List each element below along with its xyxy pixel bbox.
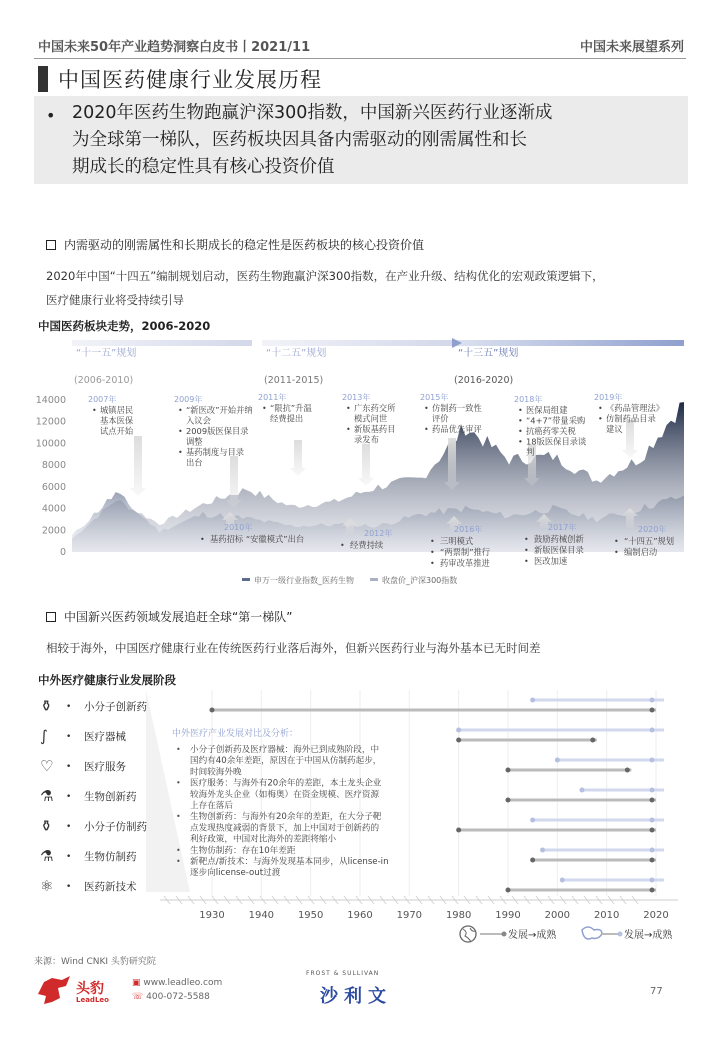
industry-icon: ⚛ — [40, 877, 54, 895]
note-line: 鼓励药械创新 — [534, 534, 584, 544]
note-line: 录发布 — [354, 434, 379, 445]
y-tick-label: 2000 — [41, 525, 66, 537]
down-arrow-icon — [226, 456, 242, 508]
note-line: 《药品管理法》 — [606, 403, 665, 413]
brand-name: 头豹 — [76, 981, 104, 997]
note-year: 2015年 — [420, 393, 449, 402]
partner-en: FROST & SULLIVAN — [306, 970, 380, 977]
note-line: 建议 — [606, 424, 623, 434]
note-bullet: • — [92, 406, 97, 415]
section-heading — [38, 64, 322, 94]
brand-phone — [132, 992, 210, 1002]
analysis-bullet: • — [176, 745, 181, 754]
note-bullet: • — [518, 406, 523, 415]
bar-dot — [560, 878, 565, 883]
note-line: “两票制”推行 — [440, 547, 491, 557]
heading-bar — [38, 66, 48, 92]
down-arrow-icon — [290, 440, 306, 476]
chart2-title: 中外医疗健康行业发展阶段 — [38, 673, 176, 687]
bar-dot — [540, 848, 545, 853]
partner-logo: 沙利文 — [320, 986, 392, 1007]
analysis-box — [172, 727, 389, 878]
analysis-bullet: • — [176, 857, 181, 866]
period-name-12th: “十二五”规划 — [266, 348, 327, 359]
note-bullet: • — [518, 427, 523, 436]
bar-dot — [650, 818, 655, 823]
q1-paragraph — [46, 264, 696, 312]
note-bullet: • — [524, 546, 529, 555]
bar-dot — [650, 878, 655, 883]
bar-dot — [650, 788, 655, 793]
x-tick-label: 1940 — [248, 910, 275, 921]
background-triangle — [146, 690, 190, 892]
page-number: 77 — [650, 986, 663, 997]
x-tick-label: 2020 — [643, 910, 669, 921]
period-name-13th: “十三五”规划 — [458, 348, 519, 359]
bar-dot — [625, 768, 630, 773]
x-tick-label: 1960 — [347, 910, 373, 921]
down-arrow-icon — [130, 436, 146, 496]
y-tick-label: 12000 — [35, 416, 66, 428]
row-label: 生物仿制药 — [84, 851, 137, 863]
note-line: 调整 — [186, 436, 203, 447]
q2-heading — [46, 608, 292, 625]
x-tick-label: 2010 — [593, 910, 620, 921]
note-bullet: • — [524, 535, 529, 544]
bar-dot — [210, 708, 215, 713]
url-text: www.leadleo.com — [143, 978, 223, 988]
leopard-logo-icon — [36, 974, 72, 1006]
analysis-list — [176, 743, 389, 878]
analysis-bullet: • — [176, 778, 181, 788]
note-line: 仿制药品目录 — [606, 413, 656, 424]
down-arrow-icon — [358, 444, 374, 486]
report-title: 中国未来50年产业趋势洞察白皮书丨2021/11 — [38, 40, 311, 55]
row-bullet: • — [66, 702, 72, 712]
bar-dot — [650, 708, 655, 713]
bar-dot — [650, 728, 655, 733]
bar-dot — [456, 738, 461, 743]
analysis-line: 上存在落后 — [190, 801, 233, 811]
y-tick-label: 4000 — [41, 503, 66, 515]
x-axis — [160, 896, 678, 921]
y-axis — [36, 395, 66, 558]
row-bullet: • — [66, 882, 72, 892]
note-bullet: • — [598, 414, 603, 424]
note-year: 2010年 — [224, 523, 253, 532]
note-line: 出台 — [186, 457, 203, 468]
chart1-title: 中国医药板块走势，2006-2020 — [38, 319, 211, 333]
q1-heading — [46, 236, 424, 253]
note-bullet: • — [262, 404, 267, 413]
row-label: 医疗器械 — [84, 731, 126, 743]
note-line: 18版医保目录谈 — [526, 436, 587, 447]
checkbox-icon — [46, 612, 56, 622]
bar-dot — [650, 848, 655, 853]
row-label: 医疗服务 — [84, 761, 126, 773]
bar-dot — [555, 758, 560, 763]
row-bullet: • — [66, 852, 72, 862]
highlight-line-2: 为全球第一梯队，医药板块因具备内需驱动的刚需属性和长 — [72, 130, 527, 150]
brand-url[interactable] — [132, 978, 222, 988]
analysis-line: 小分子创新药及医疗器械：海外已到成熟阶段，中 — [190, 745, 380, 755]
china-map-icon — [582, 927, 602, 939]
series-title: 中国未来展望系列 — [579, 40, 684, 55]
bar-dot — [506, 768, 511, 773]
x-tick-label: 1990 — [495, 910, 521, 921]
row-bullet: • — [66, 792, 72, 802]
note-line: 医改加速 — [534, 556, 568, 566]
legend-hs300: 收盘价_沪深300指数 — [382, 576, 458, 585]
legend-pharma: 申万一级行业指数_医药生物 — [254, 576, 354, 585]
row-label: 医药新技术 — [84, 881, 137, 893]
period-name-11th: “十一五”规划 — [76, 348, 137, 359]
note-line: 基本医保 — [100, 415, 134, 426]
analysis-line: 医疗服务：与海外有20余年的差距，本土龙头企业 — [190, 778, 382, 789]
bar-dot — [530, 698, 535, 703]
note-bullet: • — [430, 548, 435, 557]
bar-dot — [506, 798, 511, 803]
industry-icon: ⚱ — [40, 697, 53, 715]
legend-label-a: 发展→成熟 — [508, 930, 557, 941]
bar-dot — [650, 758, 655, 763]
bar-dot — [650, 858, 655, 863]
phone-text: 400-072-5588 — [146, 992, 210, 1002]
note-year: 2009年 — [174, 395, 203, 404]
y-tick-label: 10000 — [35, 438, 66, 450]
bar-dot — [590, 738, 595, 743]
bar-dot — [650, 888, 655, 893]
row-label: 生物创新药 — [84, 791, 137, 803]
note-line: 入议会 — [186, 415, 211, 426]
note-bullet: • — [424, 404, 429, 413]
industry-icon: ⚱ — [40, 817, 53, 835]
note-line: 药审改革推进 — [440, 558, 490, 568]
q2-paragraph: 相较于海外，中国医疗健康行业在传统医药行业落后海外，但新兴医药行业与海外基本已无时间差 — [46, 641, 541, 655]
note-line: 城镇居民 — [100, 405, 134, 415]
note-line: 试点开始 — [100, 426, 134, 436]
note-bullet: • — [614, 548, 619, 557]
x-tick-label: 2000 — [544, 910, 571, 921]
bar-dot — [530, 858, 535, 863]
dev-stage-chart — [30, 686, 696, 950]
row-label: 小分子创新药 — [84, 701, 147, 713]
y-tick-label: 6000 — [41, 481, 66, 493]
legend-swatch-pharma — [242, 578, 250, 581]
globe-icon — [460, 926, 476, 942]
note-year: 2016年 — [454, 525, 483, 534]
note-bullet: • — [346, 404, 351, 413]
note-year: 2017年 — [548, 523, 577, 532]
analysis-box-title: 中外医疗产业发展对比及分析： — [172, 729, 299, 739]
note-line: 药品优先审评 — [432, 424, 482, 434]
legend-dot-b — [618, 932, 623, 937]
bar-dot — [530, 818, 535, 823]
q1-title: 内需驱动的刚需属性和长期成长的稳定性是医药板块的核心投资价值 — [64, 238, 425, 252]
note-line: 抗癌药零关税 — [526, 426, 576, 436]
bar-dot — [456, 728, 461, 733]
note-year: 2018年 — [514, 395, 543, 404]
note-year: 2019年 — [594, 393, 623, 402]
analysis-line: 点发现热度减弱的背景下，加上中国对于创新药的 — [190, 823, 380, 834]
note-line: 经费提出 — [270, 413, 304, 424]
legend-swatch-hs300 — [370, 578, 378, 581]
note-line: 模式问世 — [354, 413, 388, 424]
row-bullet: • — [66, 762, 72, 772]
note-line: “新医改”开始并纳 — [186, 405, 253, 415]
analysis-line: 时间较海外晚 — [190, 767, 242, 778]
legend-dot-a — [502, 932, 507, 937]
row-bullet: • — [66, 732, 72, 742]
bar-dot — [506, 888, 511, 893]
period-arrow-icon — [452, 338, 462, 348]
period-range-11th: (2006-2010) — [74, 375, 134, 386]
note-year: 2007年 — [88, 395, 117, 404]
q1-para-line-2: 医疗健康行业将受持续引导 — [46, 293, 184, 307]
analysis-line: 生物仿制药：存在10年差距 — [190, 845, 296, 856]
period-range-12th: (2011-2015) — [264, 375, 324, 386]
highlight-box — [34, 96, 688, 184]
note-bullet: • — [346, 425, 351, 434]
q2-title: 中国新兴医药领域发展追赶全球“第一梯队” — [64, 610, 293, 624]
y-tick-label: 8000 — [41, 460, 66, 472]
chart2-legend — [460, 926, 673, 942]
note-line: 基药制度与目录 — [186, 447, 245, 457]
note-line: 基药招标 “安徽模式”出台 — [210, 534, 305, 544]
industry-icon: ∫ — [40, 727, 48, 745]
note-line: 新版基药目 — [354, 424, 396, 434]
note-line: 医保局组建 — [526, 405, 568, 415]
checkbox-icon — [46, 240, 56, 250]
note-bullet: • — [598, 404, 603, 413]
web-icon: ▣ — [132, 978, 144, 988]
note-bullet: • — [424, 425, 429, 434]
q1-para-line-1: 2020年中国“十四五”编制规划启动，医药生物跑赢沪深300指数，在产业升级、结构优化的宏观政策逻辑下， — [46, 269, 604, 283]
bullet-icon: • — [46, 106, 56, 125]
analysis-line: 逐步向license-out过渡 — [190, 868, 281, 879]
note-bullet: • — [524, 557, 529, 566]
bar-dot — [456, 828, 461, 833]
row-label: 小分子仿制药 — [84, 821, 147, 833]
note-bullet: • — [200, 535, 205, 544]
period-bar-13th — [452, 340, 684, 346]
analysis-line: 新靶点/新技术：与海外发现基本同步，从license-in — [190, 857, 389, 867]
note-bullet: • — [340, 541, 345, 550]
note-bullet: • — [518, 437, 523, 447]
bar-dot — [580, 788, 585, 793]
note-bullet: • — [178, 406, 183, 415]
industry-icon: ⚗ — [40, 787, 54, 805]
note-line: 仿制药一致性 — [432, 403, 482, 413]
analysis-line: 生物创新药：与海外有20余年的差距，在大分子靶 — [190, 812, 382, 823]
bar-dot — [650, 798, 655, 803]
period-bar-11th — [72, 340, 252, 346]
note-year: 2020年 — [638, 525, 667, 534]
note-year: 2012年 — [364, 529, 393, 538]
x-tick-label: 1970 — [396, 910, 423, 921]
pharma-trend-chart — [30, 336, 696, 592]
note-bullet: • — [178, 448, 183, 457]
industry-icon: ♡ — [40, 757, 54, 775]
note-bullet: • — [430, 559, 435, 568]
note-line: “限抗”升温 — [270, 403, 312, 413]
phone-icon: ☏ — [132, 992, 147, 1002]
note-bullet: • — [178, 427, 183, 436]
analysis-bullet: • — [176, 845, 181, 855]
note-line: 编制启动 — [624, 547, 658, 557]
note-bullet: • — [614, 537, 619, 546]
section-title: 中国医药健康行业发展历程 — [58, 68, 322, 92]
analysis-line: 国约有40余年差距，原因在于中国从仿制药起步， — [190, 756, 382, 767]
note-line: 判 — [526, 447, 535, 457]
analysis-line: 利好政策，中国对比海外的差距将缩小 — [190, 834, 337, 845]
note-line: 广东药交所 — [354, 403, 396, 413]
source-note: 来源：Wind CNKI 头豹研究院 — [34, 957, 156, 967]
note-year: 2013年 — [342, 393, 371, 402]
note-line: “4+7”带量采购 — [526, 415, 586, 426]
brand-sub: LeadLeo — [76, 996, 109, 1004]
down-arrow-icon — [622, 420, 638, 458]
highlight-line-1: 2020年医药生物跑赢沪深300指数，中国新兴医药行业逐渐成 — [72, 103, 553, 123]
legend-label-b: 发展→成熟 — [624, 930, 673, 941]
industry-icon: ⚗ — [40, 847, 54, 865]
note-bullet: • — [430, 537, 435, 546]
note-line: 2009版医保目录 — [186, 426, 249, 436]
note-bullet: • — [518, 416, 523, 426]
y-tick-label: 0 — [59, 547, 66, 558]
period-bar-12th — [262, 340, 452, 346]
note-year: 2011年 — [258, 393, 287, 402]
note-line: 新版医保目录 — [534, 545, 584, 555]
industry-rows — [40, 697, 147, 895]
analysis-line: 较海外龙头企业（如梅奥）在资金规模、医疗资源 — [190, 789, 380, 800]
y-tick-label: 14000 — [35, 395, 66, 406]
row-bullet: • — [66, 822, 72, 832]
note-line: 经费持续 — [350, 540, 384, 550]
analysis-bullet: • — [176, 812, 181, 822]
note-line: 三明模式 — [440, 536, 474, 546]
x-tick-label: 1950 — [297, 910, 324, 921]
note-line: “十四五”规划 — [624, 536, 675, 546]
note-line: 评价 — [432, 413, 449, 424]
period-range-13th: (2016-2020) — [454, 375, 514, 386]
bar-dot — [650, 828, 655, 833]
header-rule — [34, 58, 686, 59]
bar-dot — [650, 698, 655, 703]
highlight-line-3: 期成长的稳定性具有核心投资价值 — [72, 157, 335, 177]
x-tick-label: 1930 — [199, 910, 225, 921]
x-tick-label: 1980 — [445, 910, 472, 921]
